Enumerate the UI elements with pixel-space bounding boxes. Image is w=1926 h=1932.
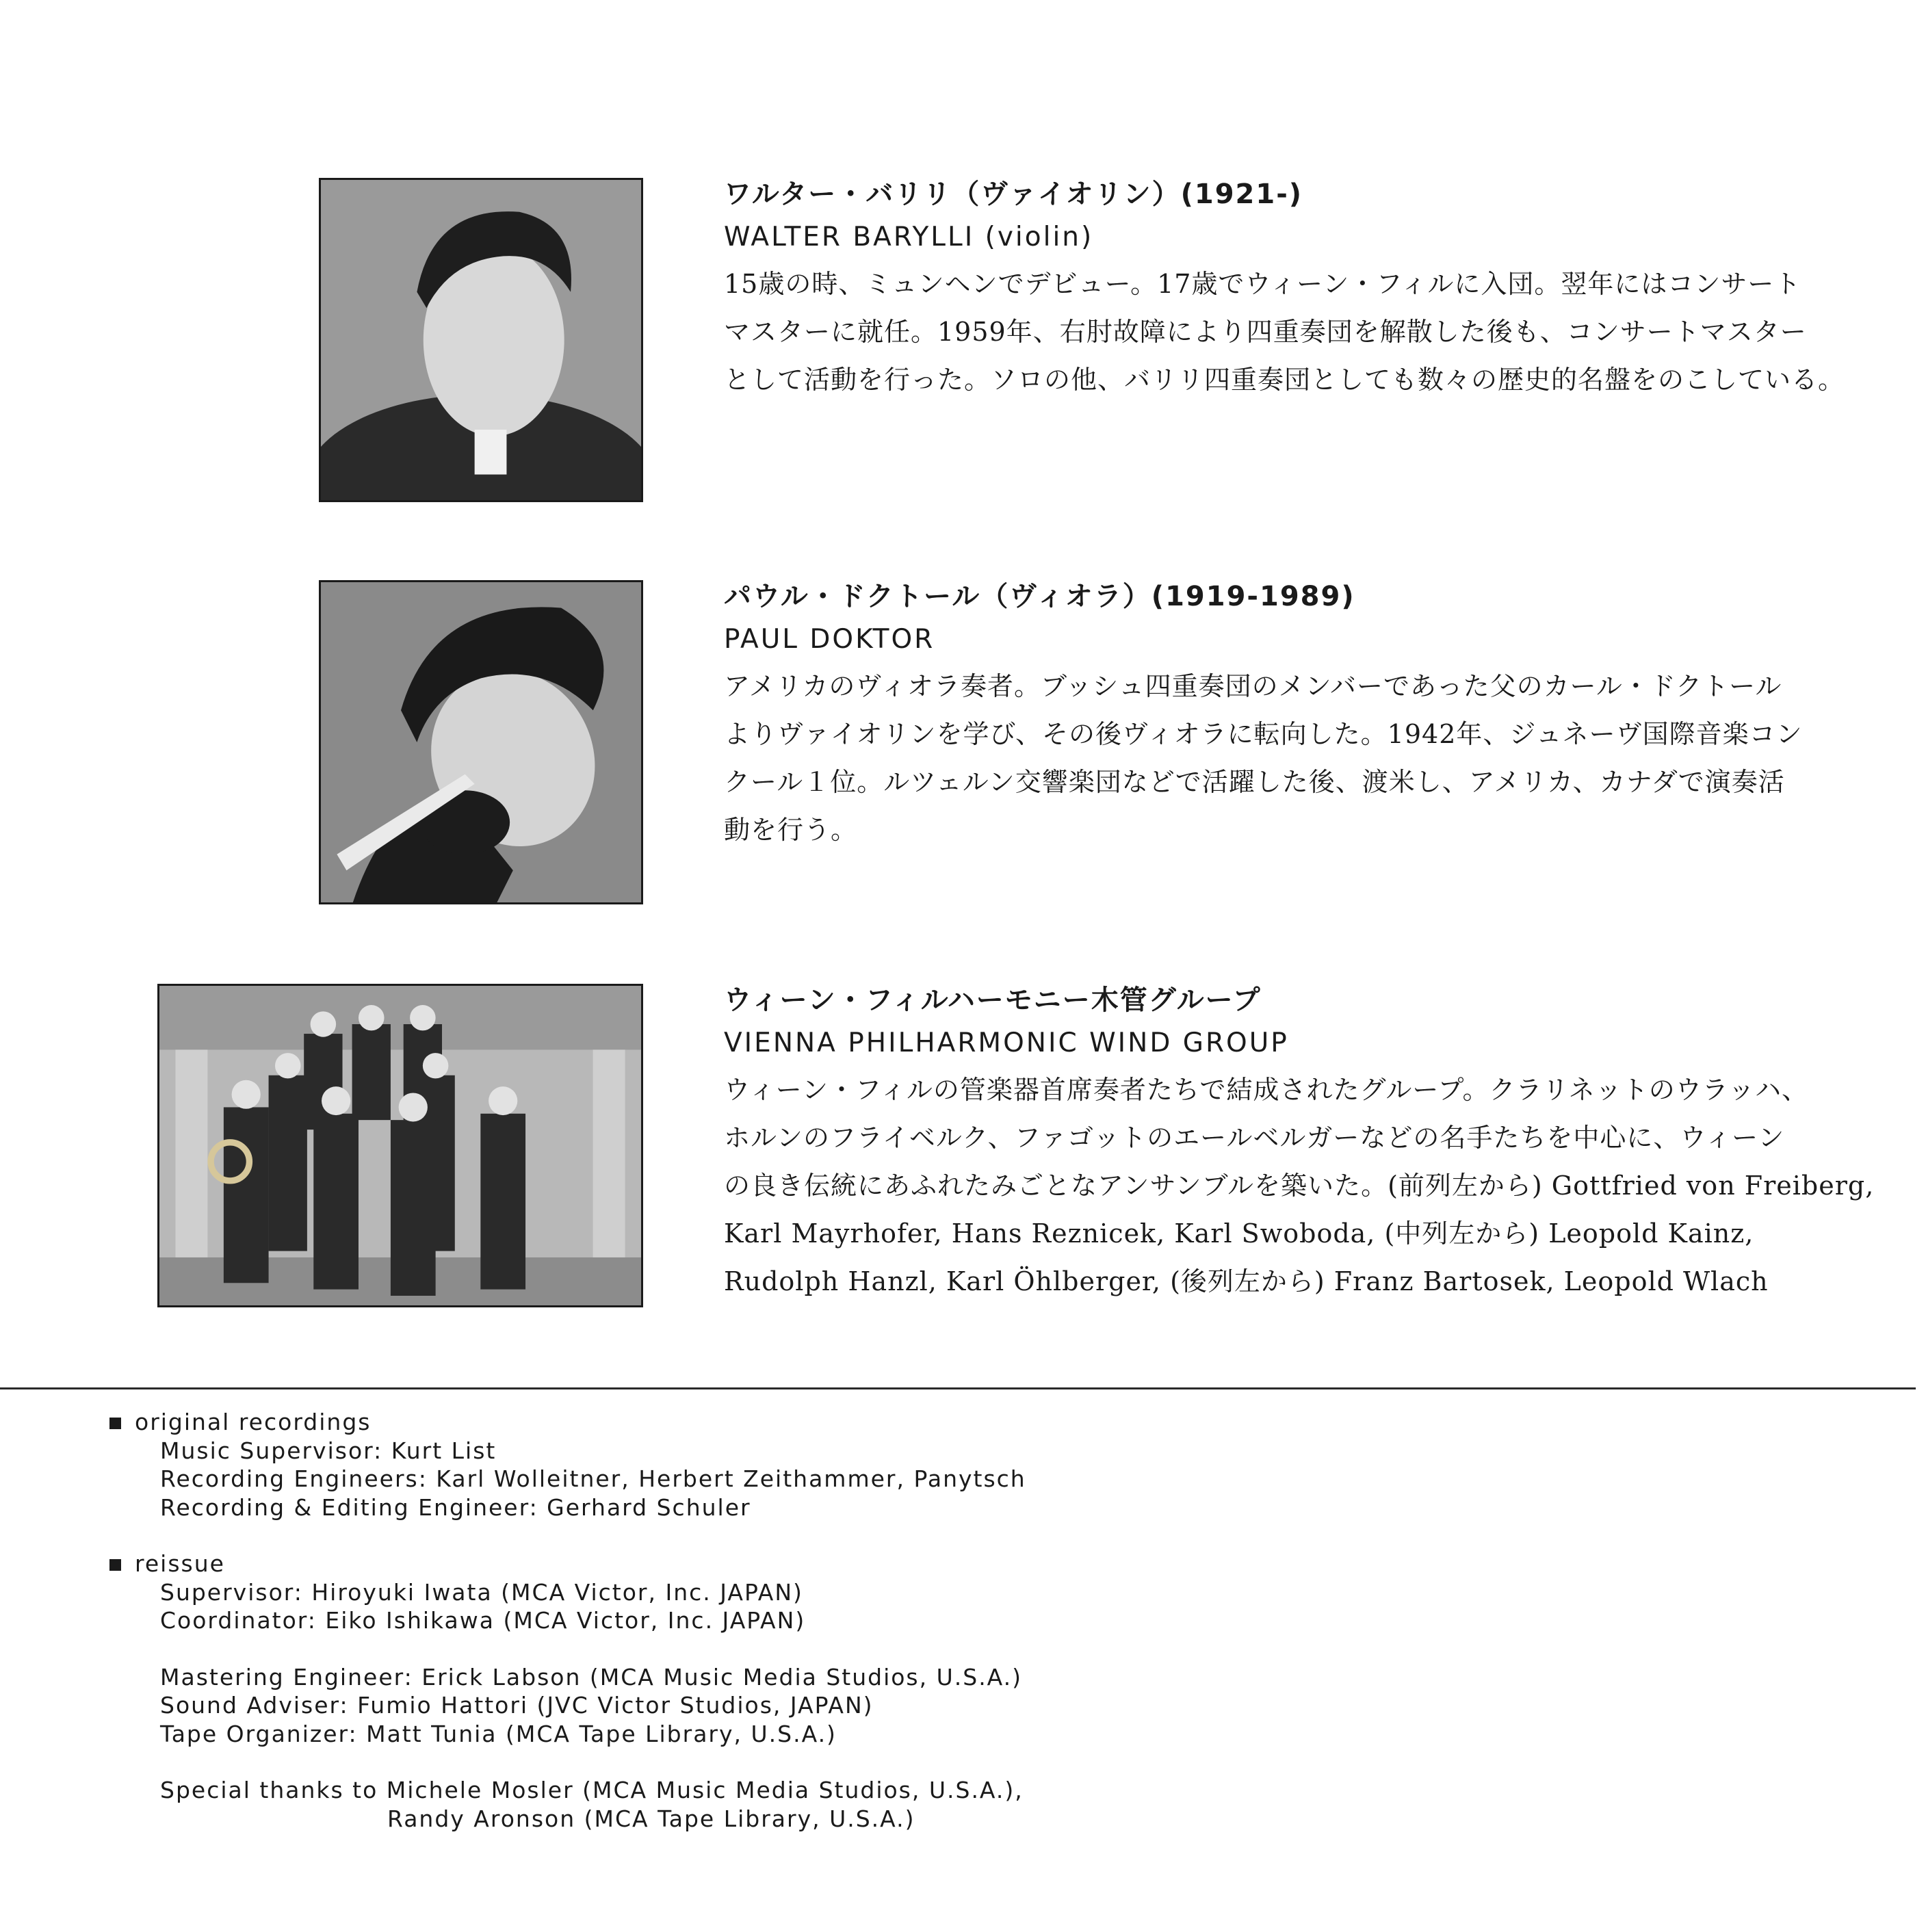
bio-description-line: Karl Mayrhofer, Hans Reznicek, Karl Swoboda, (中列左から) Leopold Kainz, <box>724 1218 1754 1249</box>
square-bullet-icon <box>109 1559 121 1571</box>
special-thanks-line: Randy Aronson (MCA Tape Library, U.S.A.) <box>387 1805 915 1832</box>
portrait-walter-barylli <box>319 178 643 502</box>
bio-jp-name: ワルター・バリリ（ヴァイオリン）(1921-) <box>724 179 1303 210</box>
credits <box>109 1408 1204 1861</box>
credit-line: Tape Organizer: Matt Tunia (MCA Tape Library, U.S.A.) <box>160 1720 837 1747</box>
square-bullet-icon <box>109 1418 121 1429</box>
credit-line: Music Supervisor: Kurt List <box>160 1437 497 1464</box>
bio-description-line: マスターに就任。1959年、右肘故障により四重奏団を解散した後も、コンサートマスター <box>724 317 1807 347</box>
credits-original <box>109 1408 1204 1522</box>
credit-line: Recording & Editing Engineer: Gerhard Schuler <box>160 1493 751 1521</box>
bio-description-line: 15歳の時、ミュンヘンでデビュー。17歳でウィーン・フィルに入団。翌年にはコンサート <box>724 269 1801 299</box>
bio-description-line: 動を行う。 <box>724 815 858 845</box>
bio-en-name: PAUL DOKTOR <box>724 624 935 655</box>
bio-paul-doktor <box>724 577 1853 854</box>
bio-en-name: WALTER BARYLLI (violin) <box>724 222 1094 252</box>
bio-description-line: よりヴァイオリンを学び、その後ヴィオラに転向した。1942年、ジュネーヴ国際音楽コン <box>724 719 1803 749</box>
special-thanks-line: Special thanks to Michele Mosler (MCA Music Media Studios, U.S.A.), <box>160 1777 1024 1803</box>
bio-description-line: クール１位。ルツェルン交響楽団などで活躍した後、渡米し、アメリカ、カナダで演奏活 <box>724 767 1785 797</box>
bio-jp-name: パウル・ドクトール（ヴィオラ）(1919-1989) <box>724 581 1355 612</box>
section-divider <box>0 1387 1916 1389</box>
bio-description-line: として活動を行った。ソロの他、バリリ四重奏団としても数々の歴史的名盤をのこしている。 <box>724 365 1845 395</box>
credits-reissue <box>109 1550 1204 1833</box>
portrait-paul-doktor <box>319 580 643 904</box>
bio-description <box>724 662 1853 854</box>
bio-jp-name: ウィーン・フィルハーモニー木管グループ <box>724 984 1262 1016</box>
bio-description-line: ホルンのフライベルク、ファゴットのエールベルガーなどの名手たちを中心に、ウィーン <box>724 1123 1785 1153</box>
bio-vienna-wind-group <box>724 981 1875 1305</box>
credit-line: Supervisor: Hiroyuki Iwata (MCA Victor, Inc. JAPAN) <box>160 1578 803 1606</box>
group-photo-vienna-wind-group <box>157 984 643 1307</box>
bio-description-line: の良き伝統にあふれたみごとなアンサンブルを築いた。(前列左から) Gottfried von Freiberg, <box>724 1171 1875 1201</box>
bio-description-line: Rudolph Hanzl, Karl Öhlberger, (後列左から) Franz Bartosek, Leopold Wlach <box>724 1266 1769 1296</box>
credit-line: Sound Adviser: Fumio Hattori (JVC Victor Studios, JAPAN) <box>160 1692 874 1719</box>
credits-heading: original recordings <box>135 1409 372 1435</box>
bio-description-line: アメリカのヴィオラ奏者。ブッシュ四重奏団のメンバーであった父のカール・ドクトール <box>724 671 1782 701</box>
bio-walter-barylli <box>724 175 1853 404</box>
bio-en-name: VIENNA PHILHARMONIC WIND GROUP <box>724 1028 1289 1058</box>
credit-line: Recording Engineers: Karl Wolleitner, Herbert Zeithammer, Panytsch <box>160 1465 1026 1492</box>
credits-heading: reissue <box>135 1550 225 1577</box>
bio-description <box>724 260 1853 404</box>
credit-line: Coordinator: Eiko Ishikawa (MCA Victor, Inc. JAPAN) <box>160 1607 806 1634</box>
credit-line: Mastering Engineer: Erick Labson (MCA Music Media Studios, U.S.A.) <box>160 1663 1023 1690</box>
bio-description-line: ウィーン・フィルの管楽器首席奏者たちで結成されたグループ。クラリネットのウラッハ、 <box>724 1075 1808 1105</box>
bio-description <box>724 1066 1875 1305</box>
